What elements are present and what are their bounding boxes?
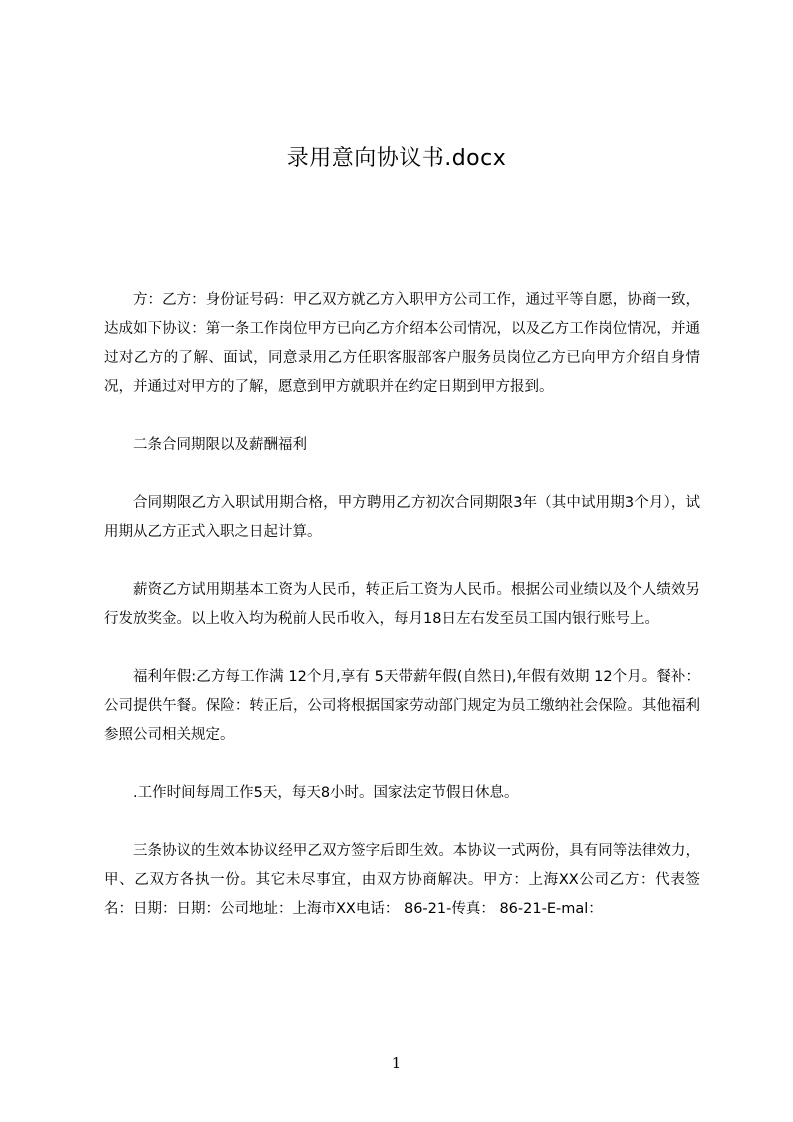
paragraph-salary: 薪资乙方试用期基本工资为人民币，转正后工资为人民币。根据公司业绩以及个人绩效另行发放奖金。以上收入均为税前人民币收入，每月18日左右发至员工国内银行账号上。: [104, 582, 700, 627]
paragraph-working-hours: .工作时间每周工作5天，每天8小时。国家法定节假日休息。: [133, 785, 519, 801]
paragraph-contract-term: 合同期限乙方入职试用期合格，甲方聘用乙方初次合同期限3年（其中试用期3个月），试用期从乙方正式入职之日起计算。: [104, 495, 700, 540]
paragraph-intro: 方：乙方：身份证号码：甲乙双方就乙方入职甲方公司工作，通过平等自愿，协商一致，达成如下协议：第一条工作岗位甲方已向乙方介绍本公司情况，以及乙方工作岗位情况，并通过对乙方的了解、面试，同意录用乙方任职客服部客户服务员岗位乙方已向甲方介绍自身情况，并通过对甲方的了解，愿意到甲方就职并在约定日期到甲方报到。: [104, 292, 700, 395]
document-body: [104, 286, 700, 953]
paragraph-effectiveness: 三条协议的生效本协议经甲乙双方签字后即生效。本协议一式两份，具有同等法律效力，甲、乙双方各执一份。其它未尽事宜，由双方协商解决。甲方：上海XX公司乙方：代表签名：日期：日期：公司地址：上海市XX电话： 86-21-传真： 86-21-E-mal：: [104, 843, 700, 917]
document-title: 录用意向协议书.docx: [286, 146, 507, 171]
section-heading-contract-term: 二条合同期限以及薪酬福利: [133, 437, 307, 453]
paragraph-benefits: 福利年假:乙方每工作满 12个月,享有 5天带薪年假(自然日),年假有效期 12个月。餐补：公司提供午餐。保险：转正后，公司将根据国家劳动部门规定为员工缴纳社会保险。其他福利参照公司相关规定。: [104, 669, 700, 743]
page-number: 1: [391, 1054, 402, 1072]
